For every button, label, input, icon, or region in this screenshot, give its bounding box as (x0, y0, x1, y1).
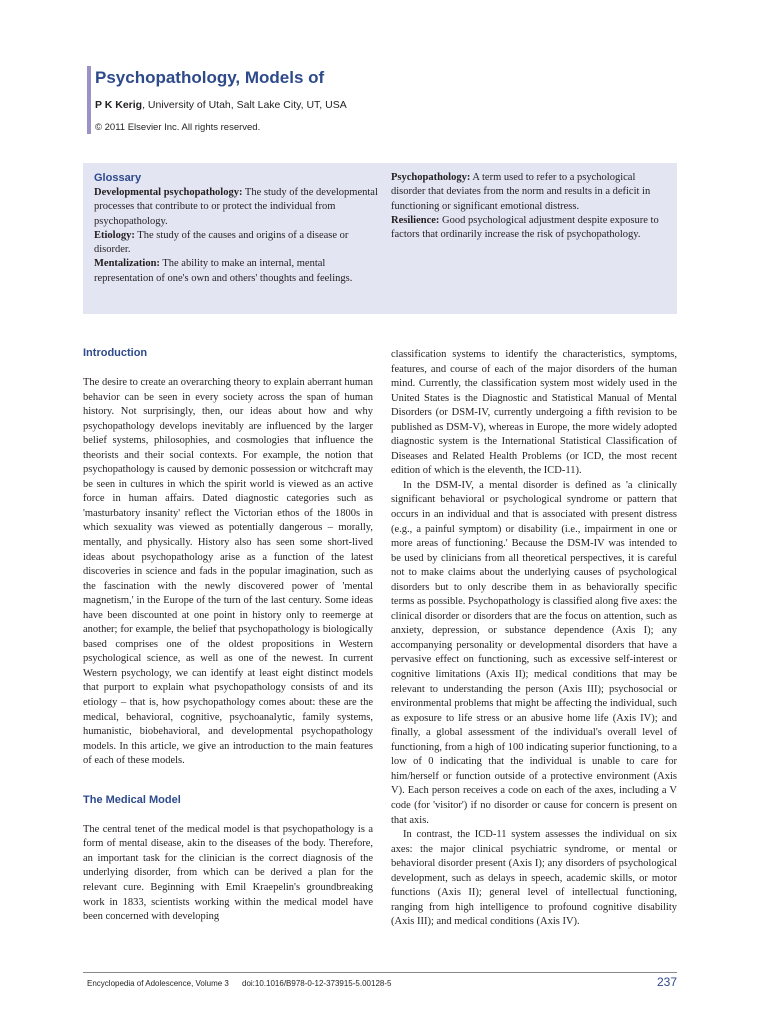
glossary-term: Etiology: (94, 229, 135, 241)
article-title: Psychopathology, Models of (95, 68, 325, 87)
glossary-left-column (94, 171, 379, 286)
body-paragraph: In the DSM-IV, a mental disorder is defined as 'a clinically significant behavioral or psychological syndrome or pattern that occurs in an individual and that is associated with present distress (e.g., a painful symptom) or disability (i.e., impairment in one or more areas of functioning.' Because the DSM-IV was intended to be used by clinicians from all theoretical perspectives, it is careful not to make claims about the underlying causes of psychological disorders but to only describe them in as behaviorally specific terms as possible. Psychopathology is classified along five axes: the clinical disorder or disorders that are the focus on attention, such as anxiety, depression, or substance dependence (Axis I); any accompanying personality or developmental disorders that have a pervasive effect on functioning, such as excessive self-interest or cognitive limitations (Axis II); medical conditions that may be relevant to understanding the person (Axis III); psychosocial or environmental problems that might be affecting the individual, such as exposure to life stress or an abusive home life (Axis IV); and finally, a global assessment of the individual's overall level of functioning, from a high of 100 indicating superior functioning, to a low of 0 indicating that the individual is unable to care for him/herself or function outside of a protective environment (Axis V). Each person receives a code on each of the axes, including a V code (for 'visitor') if no disorder or cause for concern is present on that axis. (391, 479, 677, 826)
page-number: 237 (656, 975, 677, 989)
glossary-title: Glossary (94, 172, 142, 184)
medical-model-paragraph: The central tenet of the medical model is that psychopathology is a form of mental disease, akin to the diseases of the body. Therefore, an important task for the clinician is the correct diagnosis of the underlying disorder, from which can be derived a plan for the relevant cure. Beginning with Emil Kraepelin's groundbreaking work in 1833, scientists working within the medical model have been concerned with developing (83, 823, 373, 923)
glossary-term: Psychopathology: (391, 172, 471, 183)
glossary-right-column (391, 171, 667, 242)
header-accent-bar (87, 66, 91, 134)
glossary-definition: Good psychological adjustment despite exposure to factors that ordinarily increase the risk of psychopathology. (391, 214, 659, 241)
right-text-column (391, 348, 677, 930)
glossary-entry (391, 171, 667, 214)
glossary-term: Developmental psychopathology: (94, 187, 243, 198)
glossary-definition: The study of the causes and origins of a disease or disorder. (94, 229, 349, 256)
author-line (95, 98, 347, 112)
body-paragraph: In contrast, the ICD-11 system assesses the individual on six axes: the major clinical psychiatric syndrome, or mental or behavioral disorder present (Axis I); any disorders of psychological development, such as delays in speech, academic skills, or motor functions (Axis II); general level of intellectual functioning, ranging from high intelligence to profound cognitive disability (Axis III); and medical conditions (Axis IV). (391, 829, 677, 928)
body-paragraph: classification systems to identify the characteristics, symptoms, features, and course of each of the major disorders of the human mind. Currently, the classification system most widely used in the United States is the Diagnostic and Statistical Manual of Mental Disorders (or DSM-IV, currently undergoing a fifth revision to be published as DSM-V), whereas in Europe, the more widely adopted diagnostic system is the International Statistical Classification of Diseases and Related Health Problems (or ICD, the most recent edition of which is the eleventh, the ICD-11). (391, 349, 677, 477)
glossary-term: Mentalization: (94, 258, 160, 270)
glossary-entry (94, 257, 379, 286)
glossary-entry (391, 214, 667, 243)
intro-paragraph: The desire to create an overarching theory to explain aberrant human behavior can be seen in every society across the span of human history. Not surprisingly, then, our ideas about how and why psychopathology develops inevitably are influenced by the larger belief systems, philosophies, and cosmologies that influence the theorists and their social contexts. For example, the notion that psychopathology is caused by demonic possession or witchcraft may be seen in cultures in which the spirit world is viewed as an active force in human affairs. Dated diagnostic categories such as 'masturbatory insanity' reflect the Victorian ethos of the 1800s in which sexuality was viewed as potentially dangerous – morally, mentally, and physically. History also has seen some short-lived ideas about psychopathology arise as a function of the latest discoveries in science and fads in the popular imagination, such as the fascination with the newly discovered power of 'mental magnetism,' in the Europe of the turn of the last century. Some ideas have been discounted at one point in history only to reemerge at another; for example, the belief that psychopathology is biologically based comprises one of the oldest propositions in Western psychological science, as well as one of the newest. In current Western psychology, we can identify at least eight distinct models that purport to explain what psychopathology consists of and its etiology – that is, how psychopathology comes about: these are the medical, behavioral, cognitive, psychoanalytic, family systems, humanistic, biobehavioral, and developmental psychopathology models. In this article, we give an introduction to the main features of each of these models. (83, 377, 373, 767)
glossary-definition: A term used to refer to a psychological disorder that deviates from the norm and results in a deficit in functioning or significant emotional distress. (391, 172, 651, 212)
footer-source: Encyclopedia of Adolescence, Volume 3 (87, 979, 229, 988)
copyright-notice: © 2011 Elsevier Inc. All rights reserved. (95, 122, 261, 133)
footer-divider (83, 972, 677, 973)
author-affiliation: , University of Utah, Salt Lake City, UT, USA (142, 99, 347, 111)
section-heading-medical-model: The Medical Model (83, 793, 181, 806)
glossary-box (83, 163, 677, 314)
glossary-definition: The ability to make an internal, mental representation of one's own and others' thoughts and feelings. (94, 258, 353, 284)
author-name: P K Kerig (95, 99, 143, 111)
left-text-column (83, 346, 373, 925)
section-heading-introduction: Introduction (83, 347, 148, 359)
glossary-entry (94, 229, 379, 258)
glossary-entry (94, 186, 379, 229)
glossary-definition: The study of the developmental processes that contribute to or protect the individual from psychopathology. (94, 187, 378, 227)
footer-doi: doi:10.1016/B978-0-12-373915-5.00128-5 (242, 979, 392, 988)
glossary-term: Resilience: (391, 214, 440, 226)
